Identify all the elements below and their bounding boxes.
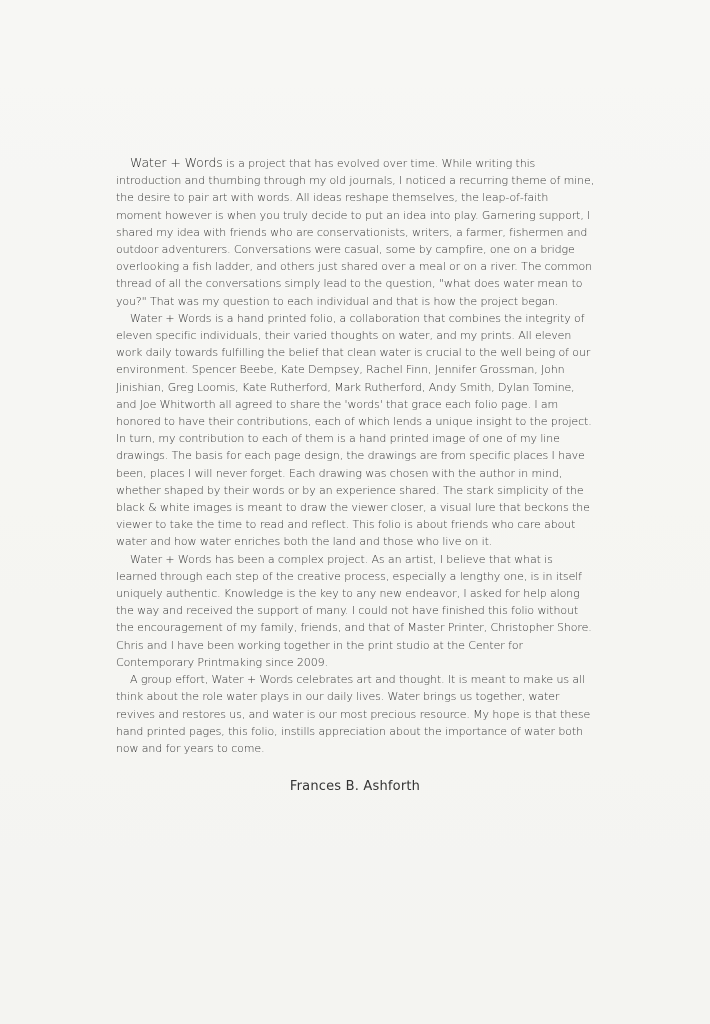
paragraph-1-body: is a project that has evolved over time. While writing this introduction and thumbing through my old journals, I noticed a recurring theme of mine, the desire to pair art with words. All ideas reshape themselves, the leap-of-faith moment however is when you truly decide to put an idea into play. Garnering support, I shared my idea with friends who are conservationists, writers, a farmer, fishermen and outdoor adventurers. Conversations were casual, some by campfire, one on a bridge overlooking a fish ladder, and others just shared over a meal or on a river. The common thread of all the conversations simply lead to the question, "what does water mean to you?" That was my question to each individual and that is how the project began. [116,157,595,308]
paragraph-2: Water + Words is a hand printed folio, a collaboration that combines the integrity of eleven specific individuals, their varied thoughts on water, and my prints. All eleven work daily towards fulfilling the belief that clean water is crucial to the well being of our environment. Spencer Beebe, Kate Dempsey, Rachel Finn, Jennifer Grossman, John Jinishian, Greg Loomis, Kate Rutherford, Mark Rutherford, Andy Smith, Dylan Tomine, and Joe Whitworth all agreed to share the 'words' that grace each folio page. I am honored to have their contributions, each of which lends a unique insight to the project. In turn, my contribution to each of them is a hand printed image of one of my line drawings. The basis for each page design, the drawings are from specific places I have been, places I will never forget. Each drawing was chosen with the author in mind, whether shaped by their words or by an experience shared. The stark simplicity of the black & white images is meant to draw the viewer closer, a visual lure that beckons the viewer to take the time to read and reflect. This folio is about friends who care about water and how water enriches both the land and those who live on it. [116,311,592,549]
paragraph-4: A group effort, Water + Words celebrates art and thought. It is meant to make us all think about the role water plays in our daily lives. Water brings us together, water revives and restores us, and water is our most precious resource. My hope is that these hand printed pages, this folio, instills appreciation about the importance of water both now and for years to come. [116,673,591,755]
paragraph-3: Water + Words has been a complex project. As an artist, I believe that what is learned through each step of the creative process, especially a lengthy one, is in itself uniquely authentic. Knowledge is the key to any new endeavor, I asked for help along the way and received the support of many. I could not have finished this folio without the encouragement of my family, friends, and that of Master Printer, Christopher Shore. Chris and I have been working together in the print studio at the Center for Contemporary Printmaking since 2009. [116,552,592,669]
lead-title: Water + Words [130,155,223,170]
introduction-text [116,154,596,757]
author-signature: Frances B. Ashforth [289,779,421,794]
paragraph-1 [116,154,596,310]
